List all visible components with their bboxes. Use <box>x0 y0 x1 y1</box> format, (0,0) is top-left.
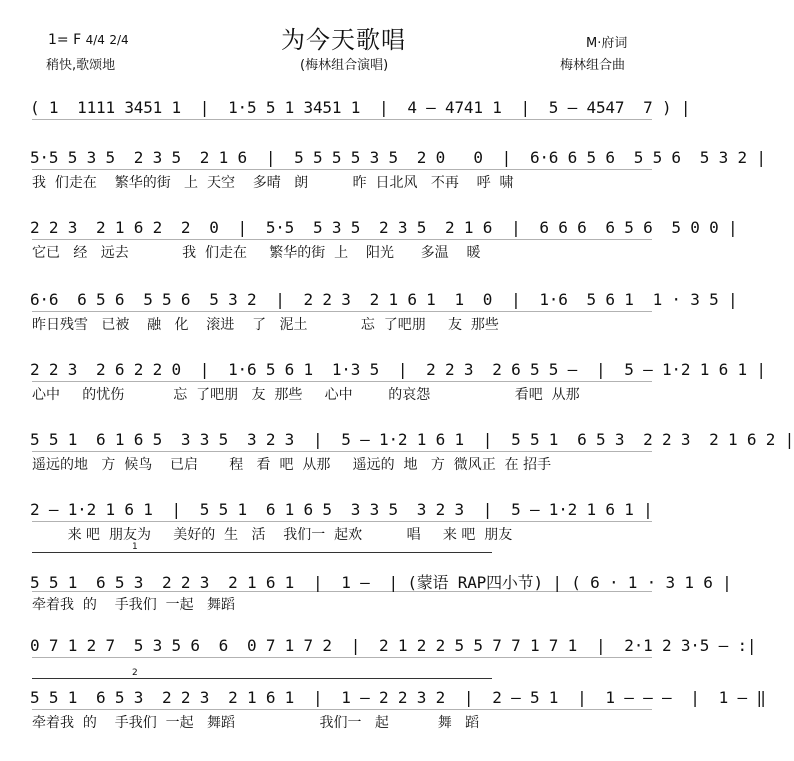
performer-credit: (梅林组合演唱) <box>300 58 389 73</box>
beam-line <box>32 709 652 710</box>
beam-line <box>32 119 652 120</box>
lyric-row: 心中 的忧伤 忘 了吧朋 友 那些 心中 的哀怨 看吧 从那 <box>32 387 580 403</box>
notation-text: 5 5 1 6 5 3 2 2 3 2 1 6 1 | 1 – 2 2 3 2 | 2 – 5 1 | 1 – – – | 1 – ‖ <box>30 688 766 707</box>
notation-text: 5 5 1 6 1 6 5 3 3 5 3 2 3 | 5 – 1·2 1 6 1 | 5 5 1 6 5 3 2 2 3 2 1 6 2 | <box>30 430 794 449</box>
lyric-row: 牵着我 的 手我们 一起 舞蹈 我们一 起 舞 蹈 <box>32 715 480 731</box>
volta-number: 1 <box>132 542 138 552</box>
notation-text: 5·5 5 3 5 2 3 5 2 1 6 | 5 5 5 5 3 5 2 0 0 | 6·6 6 5 6 5 5 6 5 3 2 | <box>30 148 766 167</box>
notation-row <box>0 424 794 452</box>
beam-line <box>32 591 652 592</box>
lyric-row: 遥远的地 方 候鸟 已启 程 看 吧 从那 遥远的 地 方 微风正 在 招手 <box>32 457 552 473</box>
beam-line <box>32 169 652 170</box>
tempo-marking: 稍快,歌颂地 <box>46 58 116 73</box>
time-signature-primary: 4/4 <box>85 33 105 47</box>
notation-text: 5 5 1 6 5 3 2 2 3 2 1 6 1 | 1 – | (蒙语 RAP四小节) | ( 6 · 1 · 3 1 6 | <box>30 573 732 592</box>
lyric-row: 它已 经 远去 我 们走在 繁华的街 上 阳光 多温 暖 <box>32 245 481 261</box>
beam-line <box>32 239 652 240</box>
notation-row <box>0 354 766 382</box>
time-signature-secondary: 2/4 <box>109 33 129 47</box>
notation-row <box>0 630 757 658</box>
notation-row <box>0 284 738 312</box>
notation-row <box>0 494 687 522</box>
lyric-row: 昨日残雪 已被 融 化 滚进 了 泥土 忘 了吧朋 友 那些 <box>32 317 499 333</box>
song-title: 为今天歌唱 <box>281 26 406 54</box>
notation-text: 2 – 1·2 1 6 1 | 5 5 1 6 1 6 5 3 3 5 3 2 3 | 5 – 1·2 1 6 1 | <box>30 500 653 519</box>
volta-bracket <box>32 678 492 679</box>
composer-credit: 梅林组合曲 <box>560 58 626 73</box>
notation-row <box>0 92 691 120</box>
beam-line <box>32 451 652 452</box>
beam-line <box>32 657 652 658</box>
notation-text: 2 2 3 2 1 6 2 2 0 | 5·5 5 3 5 2 3 5 2 1 6 | 6 6 6 6 5 6 5 0 0 | <box>30 218 738 237</box>
notation-text: 6·6 6 5 6 5 5 6 5 3 2 | 2 2 3 2 1 6 1 1 0 | 1·6 5 6 1 1 · 3 5 | <box>30 290 738 309</box>
notation-row <box>0 142 766 170</box>
lyric-row: 我 们走在 繁华的街 上 天空 多晴 朗 昨 日北风 不再 呼 啸 <box>32 175 514 191</box>
volta-bracket <box>32 552 492 553</box>
notation-text: ( 1 1111 3451 1 | 1·5 5 1 3451 1 | 4 – 4741 1 | 5 – 4547 7 ) | <box>30 98 691 117</box>
notation-row <box>0 212 738 240</box>
volta-number: 2 <box>132 668 138 678</box>
key-text: 1= F <box>48 32 82 48</box>
lyricist-credit: M·府词 <box>586 36 628 51</box>
beam-line <box>32 311 652 312</box>
beam-line <box>32 521 652 522</box>
beam-line <box>32 381 652 382</box>
notation-text: 0 7 1 2 7 5 3 5 6 6 0 7 1 7 2 | 2 1 2 2 5 5 7 7 1 7 1 | 2·1 2 3·5 – :| <box>30 636 757 655</box>
notation-text: 2 2 3 2 6 2 2 0 | 1·6 5 6 1 1·3 5 | 2 2 3 2 6 5 5 – | 5 – 1·2 1 6 1 | <box>30 360 766 379</box>
notation-row <box>0 682 766 710</box>
notation-row <box>0 564 732 592</box>
lyric-row: 牵着我 的 手我们 一起 舞蹈 <box>32 597 235 613</box>
lyric-row: 来 吧 朋友为 美好的 生 活 我们一 起欢 唱 来 吧 朋友 <box>32 527 513 543</box>
